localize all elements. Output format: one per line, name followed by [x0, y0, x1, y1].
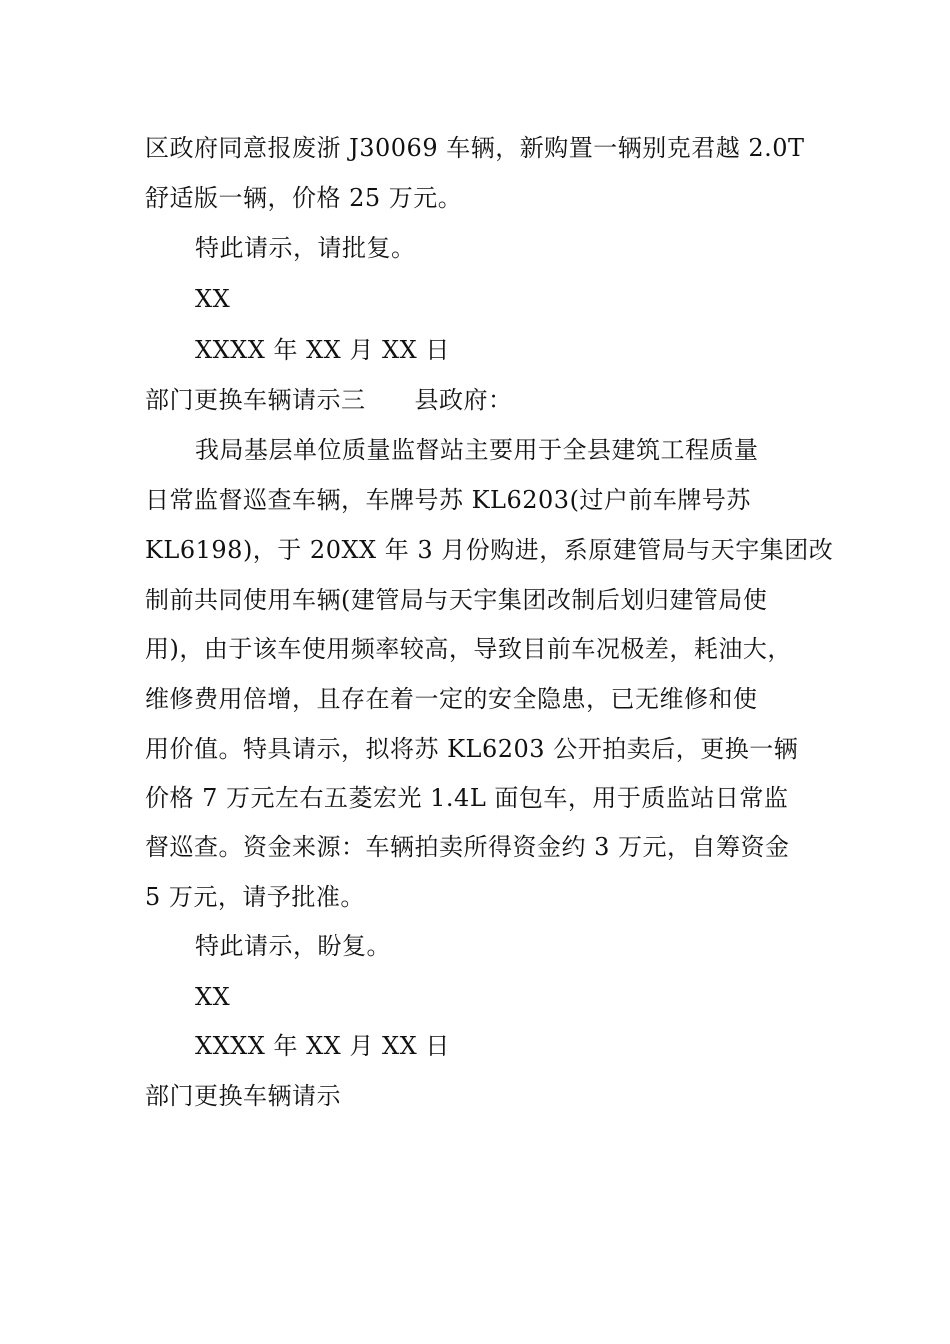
paragraph-line: 价格 7 万元左右五菱宏光 1.4L 面包车，用于质监站日常监 [145, 784, 789, 812]
date-line: XXXX 年 XX 月 XX 日 [195, 336, 450, 364]
section-heading: 部门更换车辆请示 [145, 1082, 341, 1110]
paragraph-line: 制前共同使用车辆(建管局与天宇集团改制后划归建管局使 [145, 586, 768, 614]
closing-line: 特此请示，盼复。 [195, 932, 391, 960]
paragraph-line: 5 万元，请予批准。 [145, 883, 365, 911]
paragraph-line: 舒适版一辆，价格 25 万元。 [145, 184, 463, 212]
paragraph-line: 督巡查。资金来源：车辆拍卖所得资金约 3 万元，自筹资金 [145, 833, 790, 861]
paragraph-line: KL6198)，于 20XX 年 3 月份购进，系原建管局与天宇集团改 [145, 536, 834, 564]
paragraph-line: 区政府同意报废浙 J30069 车辆，新购置一辆别克君越 2.0T [145, 134, 805, 162]
signature-line: XX [195, 285, 231, 313]
closing-line: 特此请示，请批复。 [195, 234, 416, 262]
paragraph-line: 用)，由于该车使用频率较高，导致目前车况极差，耗油大， [145, 635, 792, 663]
date-line: XXXX 年 XX 月 XX 日 [195, 1032, 450, 1060]
paragraph-line: 维修费用倍增，且存在着一定的安全隐患，已无维修和使 [145, 685, 758, 713]
paragraph-line: 日常监督巡查车辆，车牌号苏 KL6203(过户前车牌号苏 [145, 486, 751, 514]
signature-line: XX [195, 983, 231, 1011]
section-heading: 部门更换车辆请示三 县政府： [145, 386, 513, 414]
paragraph-line: 我局基层单位质量监督站主要用于全县建筑工程质量 [195, 436, 759, 464]
paragraph-line: 用价值。特具请示，拟将苏 KL6203 公开拍卖后，更换一辆 [145, 735, 799, 763]
